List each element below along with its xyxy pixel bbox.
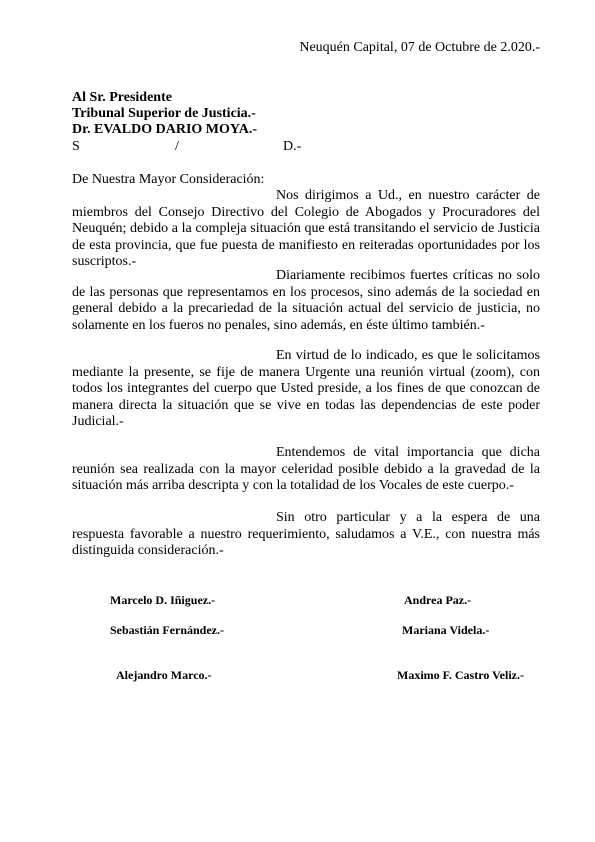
signature-3: Sebastián Fernández.- (110, 623, 224, 637)
signature-6: Maximo F. Castro Veliz.- (397, 668, 524, 682)
signature-1: Marcelo D. Iñiguez.- (110, 593, 216, 607)
addressee-line-3: Dr. EVALDO DARIO MOYA.- (72, 122, 258, 137)
paragraph-3: En virtud de lo indicado, es que le solicitamos mediante la presente, se fije de manera Urgente una reunión virtual (zoom), con todos los integrantes del cuerpo que Usted preside, a los fines de que conozcan de manera directa la situación que se vive en todas las dependencias de este poder Judicial.- (72, 348, 540, 429)
sd-d: D.- (283, 139, 302, 154)
paragraph-2: Diariamente recibimos fuertes críticas no solo de las personas que representamos en los procesos, sino además de la sociedad en general debido a la precariedad de la situación actual del servicio de justicia, no solamente en los fueros no penales, sino además, en éste último también.- (72, 268, 540, 333)
signature-5: Alejandro Marco.- (116, 668, 212, 682)
salutation: De Nuestra Mayor Consideración: (72, 172, 265, 187)
signature-2: Andrea Paz.- (404, 593, 472, 607)
sd-slash: / (175, 139, 179, 154)
addressee-line-2: Tribunal Superior de Justicia.- (72, 106, 256, 121)
sd-s: S (72, 139, 80, 154)
addressee-line-1: Al Sr. Presidente (72, 90, 172, 105)
signature-4: Mariana Videla.- (402, 623, 490, 637)
paragraph-5: Sin otro particular y a la espera de una respuesta favorable a nuestro requerimiento, saludamos a V.E., con nuestra más distinguida consideración.- (72, 510, 540, 558)
sd-line (72, 139, 302, 155)
date-line: Neuquén Capital, 07 de Octubre de 2.020.- (299, 40, 540, 55)
paragraph-4: Entendemos de vital importancia que dicha reunión sea realizada con la mayor celeridad posible debido a la gravedad de la situación más arriba descripta y con la totalidad de los Vocales de este cuerpo.- (72, 445, 540, 493)
paragraph-1: Nos dirigimos a Ud., en nuestro carácter de miembros del Consejo Directivo del Colegio de Abogados y Procuradores del Neuquén; debido a la compleja situación que está transitando el servicio de Justicia de esta provincia, que fue puesta de manifiesto en reiteradas oportunidades por los suscriptos.- (72, 188, 540, 269)
